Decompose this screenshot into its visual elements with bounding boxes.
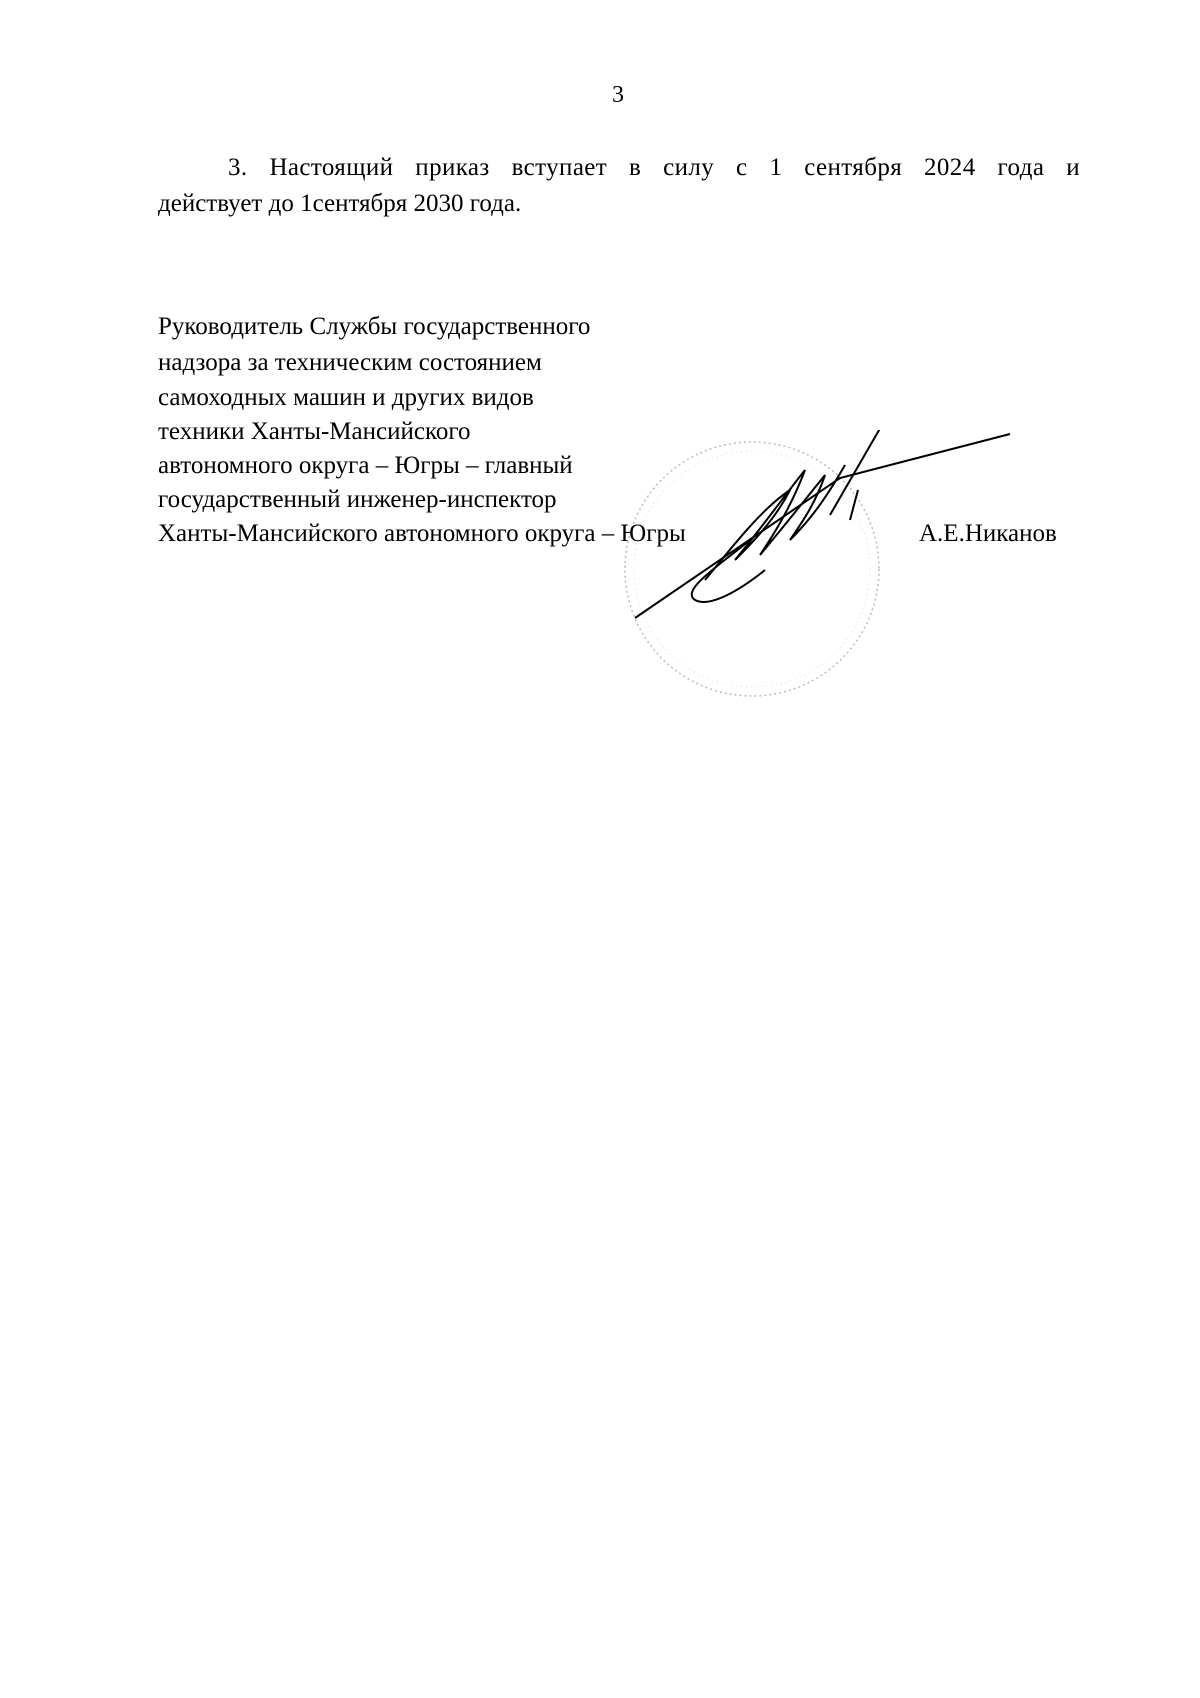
signatory-position-line: самоходных машин и других видов — [158, 384, 534, 411]
signatory-position-line: техники Ханты-Мансийского — [158, 418, 471, 445]
signatory-name: А.Е.Никанов — [919, 520, 1057, 547]
paragraph-line-1: 3. Настоящий приказ вступает в силу с 1 сентября 2024 года и — [228, 154, 1080, 181]
signatory-position-line: Руководитель Службы государственного — [158, 313, 591, 340]
paragraph-line-2: действует до 1сентября 2030 года. — [158, 190, 522, 217]
page-number: 3 — [612, 82, 624, 108]
signatory-position-line: автономного округа – Югры – главный — [158, 452, 573, 479]
official-stamp — [625, 442, 879, 696]
signatory-position-line: государственный инженер-инспектор — [158, 486, 557, 513]
stamp-and-signature — [600, 430, 1020, 720]
signatory-position-line: Ханты-Мансийского автономного округа – Югры — [158, 520, 686, 547]
signatory-position-line: надзора за техническим состоянием — [158, 349, 542, 376]
